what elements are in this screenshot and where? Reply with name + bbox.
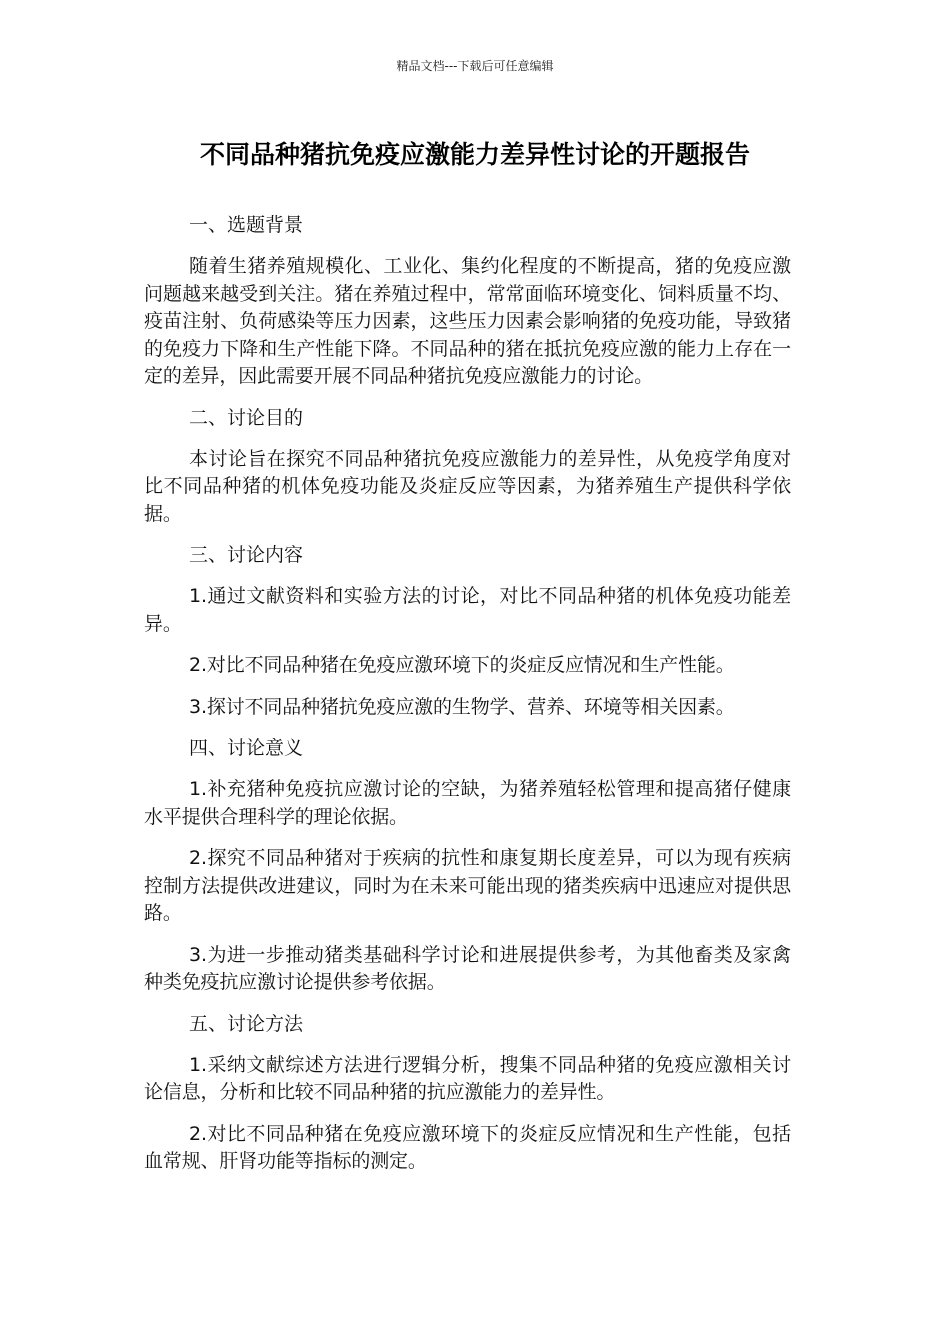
content-item-3: 3.探讨不同品种猪抗免疫应激的生物学、营养、环境等相关因素。: [189, 695, 735, 718]
methods-item-2: 2.对比不同品种猪在免疫应激环境下的炎症反应情况和生产性能，包括血常规、肝肾功能等指标的测定。: [144, 1122, 791, 1172]
content-item-1: 1.通过文献资料和实验方法的讨论，对比不同品种猪的机体免疫功能差异。: [144, 585, 791, 635]
section-heading-content: 三、讨论内容: [189, 544, 304, 566]
paragraph-purpose: 本讨论旨在探究不同品种猪抗免疫应激能力的差异性，从免疫学角度对比不同品种猪的机体免疫功能及炎症反应等因素，为猪养殖生产提供科学依据。: [144, 447, 791, 525]
document-title: 不同品种猪抗免疫应激能力差异性讨论的开题报告: [199, 140, 750, 169]
significance-item-3: 3.为进一步推动猪类基础科学讨论和进展提供参考，为其他畜类及家禽种类免疫抗应激讨论提供参考依据。: [144, 943, 791, 993]
section-heading-methods: 五、讨论方法: [189, 1012, 304, 1035]
significance-item-1: 1.补充猪种免疫抗应激讨论的空缺，为猪养殖轻松管理和提高猪仔健康水平提供合理科学的理论依据。: [144, 778, 791, 828]
significance-item-2: 2.探究不同品种猪对于疾病的抗性和康复期长度差异，可以为现有疾病控制方法提供改进建议，同时为在未来可能出现的猪类疾病中迅速应对提供思路。: [144, 847, 791, 924]
paragraph-background: 随着生猪养殖规模化、工业化、集约化程度的不断提高，猪的免疫应激问题越来越受到关注。猪在养殖过程中，常常面临环境变化、饲料质量不均、疫苗注射、负荷感染等压力因素，这些压力因素会影响猪的免疫功能，导致猪的免疫力下降和生产性能下降。不同品种的猪在抵抗免疫应激的能力上存在一定的差异，因此需要开展不同品种猪抗免疫应激能力的讨论。: [144, 255, 791, 387]
content-item-2: 2.对比不同品种猪在免疫应激环境下的炎症反应情况和生产性能。: [189, 654, 735, 676]
section-heading-significance: 四、讨论意义: [189, 737, 304, 759]
section-heading-purpose: 二、讨论目的: [189, 406, 304, 429]
section-heading-background: 一、选题背景: [189, 214, 304, 236]
methods-item-1: 1.采纳文献综述方法进行逻辑分析，搜集不同品种猪的免疫应激相关讨论信息，分析和比较不同品种猪的抗应激能力的差异性。: [144, 1053, 791, 1103]
page-header: 精品文档---下载后可任意编辑: [396, 59, 554, 73]
document-body: [144, 212, 791, 1190]
